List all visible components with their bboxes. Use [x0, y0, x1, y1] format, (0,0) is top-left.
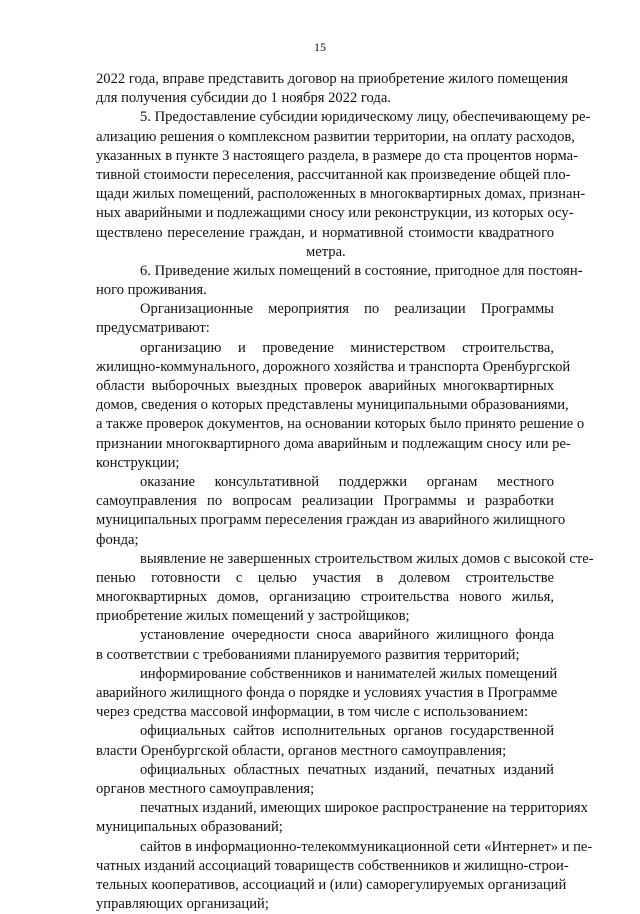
text-line: выявление не завершенных строительством жилых домов с высокой сте- — [140, 550, 594, 567]
text-line: информирование собственников и нанимателей жилых помещений — [140, 665, 558, 682]
text-line: ществлено переселение граждан, и нормативной стоимости квадратного — [96, 224, 554, 241]
text-line: Организационные мероприятия по реализации Программы — [140, 301, 554, 318]
text-line: домов, сведения о которых представлены муниципальными образованиями, — [96, 397, 569, 414]
text-line: фонда; — [96, 531, 139, 548]
text-line: организацию и проведение министерством строительства, — [140, 339, 554, 356]
text-line: метра. — [306, 243, 346, 260]
text-line: 6. Приведение жилых помещений в состояние, пригодное для постоян- — [140, 262, 583, 279]
text-line: печатных изданий, имеющих широкое распространение на территориях — [140, 800, 588, 817]
text-line: ных аварийными и подлежащими сносу или реконструкции, из которых осу- — [96, 205, 574, 222]
text-line: признании многоквартирного дома аварийным и подлежащим сносу или ре- — [96, 435, 571, 452]
text-line: 5. Предоставление субсидии юридическому лицу, обеспечивающему ре- — [140, 109, 591, 126]
text-line: установление очередности сноса аварийного жилищного фонда — [140, 627, 554, 644]
text-line: предусматривают: — [96, 320, 210, 337]
text-line: указанных в пункте 3 настоящего раздела, в размере до ста процентов норма- — [96, 147, 578, 164]
text-line: для получения субсидии до 1 ноября 2022 года. — [96, 90, 391, 107]
text-line: муниципальных программ переселения граждан из аварийного жилищного — [96, 512, 566, 529]
text-line: в соответствии с требованиями планируемого развития территорий; — [96, 646, 520, 663]
document-body — [96, 70, 594, 914]
text-line: области выборочных выездных проверок аварийных многоквартирных — [96, 378, 554, 394]
text-line: власти Оренбургской области, органов местного самоуправления; — [96, 742, 507, 759]
text-line: управляющих организаций; — [96, 896, 269, 913]
text-line: оказание консультативной поддержки органам местного — [140, 473, 554, 490]
page-number: 15 — [314, 40, 326, 54]
text-line: чатных изданий ассоциаций товариществ собственников и жилищно-строи- — [96, 857, 569, 874]
text-line: муниципальных образований; — [96, 819, 283, 836]
text-line: официальных областных печатных изданий, печатных изданий — [140, 761, 554, 778]
text-line: 2022 года, вправе представить договор на приобретение жилого помещения — [96, 71, 568, 87]
text-line: сайтов в информационно-телекоммуникационной сети «Интернет» и пе- — [140, 838, 593, 855]
text-line: а также проверок документов, на основании которых было принято решение о — [96, 416, 585, 433]
text-line: тельных кооперативов, ассоциаций и (или) саморегулируемых организаций — [96, 876, 567, 893]
text-line: органов местного самоуправления; — [96, 780, 315, 797]
text-line: пенью готовности с целью участия в долевом строительстве — [96, 569, 554, 586]
text-line: самоуправления по вопросам реализации Программы и разработки — [96, 493, 554, 510]
text-line: жилищно-коммунального, дорожного хозяйства и транспорта Оренбургской — [96, 358, 571, 375]
text-line: аварийного жилищного фонда о порядке и условиях участия в Программе — [96, 685, 558, 701]
text-line: приобретение жилых помещений у застройщиков; — [96, 608, 410, 625]
text-line: ализацию решения о комплексном развитии территории, на оплату расходов, — [96, 128, 575, 145]
text-line: официальных сайтов исполнительных органов государственной — [140, 723, 554, 740]
text-line: многоквартирных домов, организацию строительства нового жилья, — [96, 589, 554, 606]
text-line: конструкции; — [96, 454, 180, 471]
text-line: ного проживания. — [96, 282, 207, 299]
text-line: тивной стоимости переселения, рассчитанной как произведение общей пло- — [96, 166, 571, 183]
text-line: через средства массовой информации, в том числе с использованием: — [96, 704, 529, 721]
text-line: щади жилых помещений, расположенных в многоквартирных домах, признан- — [96, 186, 586, 203]
